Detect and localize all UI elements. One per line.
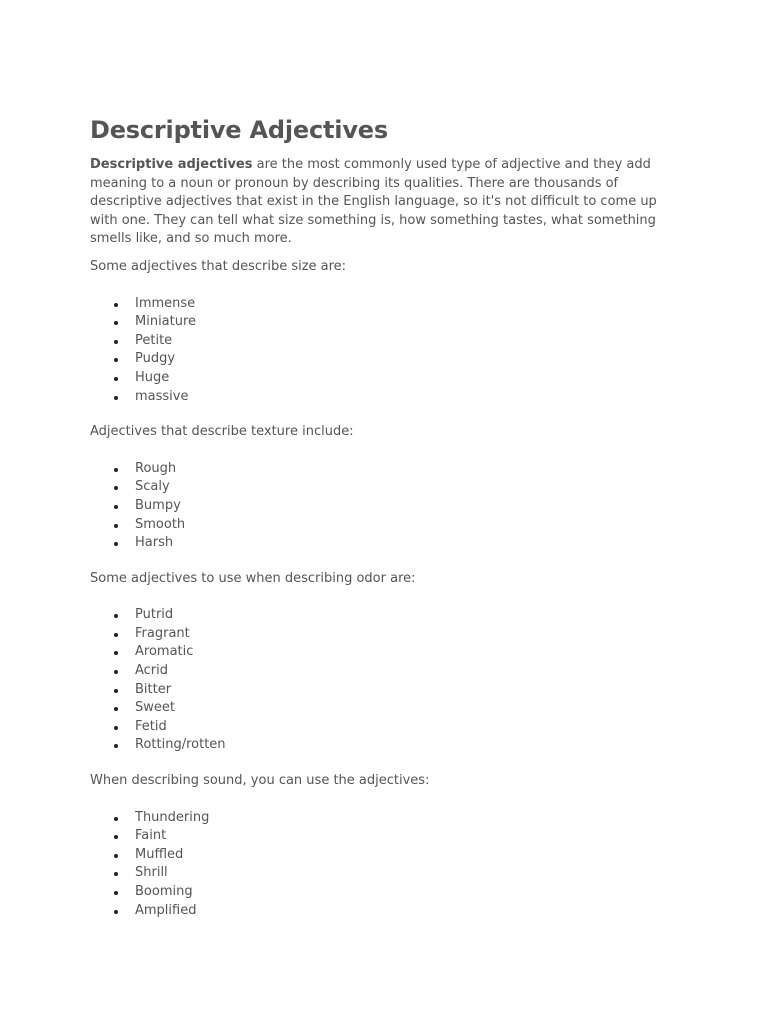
list-item: Huge (90, 369, 680, 388)
list-item: Fetid (90, 718, 680, 737)
intro-bold-term: Descriptive adjectives (90, 157, 253, 172)
list-item: Acrid (90, 662, 680, 681)
list-item: Booming (90, 883, 680, 902)
list-item: Pudgy (90, 350, 680, 369)
list-item: Harsh (90, 534, 680, 553)
list-item: Putrid (90, 606, 680, 625)
list-item: Faint (90, 827, 680, 846)
intro-paragraph (90, 156, 680, 249)
list-item: Thundering (90, 809, 680, 828)
sound-list (90, 809, 680, 921)
list-item: Rough (90, 460, 680, 479)
list-item: Muffled (90, 846, 680, 865)
list-item: Smooth (90, 516, 680, 535)
list-item: Miniature (90, 313, 680, 332)
list-item: Aromatic (90, 643, 680, 662)
list-item: Sweet (90, 699, 680, 718)
list-item: Bitter (90, 681, 680, 700)
list-item: Scaly (90, 478, 680, 497)
texture-lead: Adjectives that describe texture include: (90, 424, 354, 440)
list-item: Petite (90, 332, 680, 351)
list-item: Shrill (90, 864, 680, 883)
texture-list (90, 460, 680, 553)
size-list (90, 295, 680, 407)
odor-lead: Some adjectives to use when describing odor are: (90, 570, 416, 586)
odor-list (90, 606, 680, 755)
list-item: Rotting/rotten (90, 736, 680, 755)
page-title: Descriptive Adjectives (90, 116, 388, 144)
sound-lead: When describing sound, you can use the adjectives: (90, 773, 430, 789)
size-lead: Some adjectives that describe size are: (90, 258, 347, 274)
list-item: massive (90, 388, 680, 407)
intro-text: are the most commonly used type of adjective and they add meaning to a noun or pronoun by describing its qualities. There are thousands of descriptive adjectives that exist in the English language, so it's not difficult to come up with one. They can tell what size something is, how something tastes, what something smells like, and so much more. (90, 157, 657, 247)
list-item: Amplified (90, 902, 680, 921)
list-item: Immense (90, 295, 680, 314)
list-item: Bumpy (90, 497, 680, 516)
document-page (90, 110, 680, 937)
list-item: Fragrant (90, 625, 680, 644)
